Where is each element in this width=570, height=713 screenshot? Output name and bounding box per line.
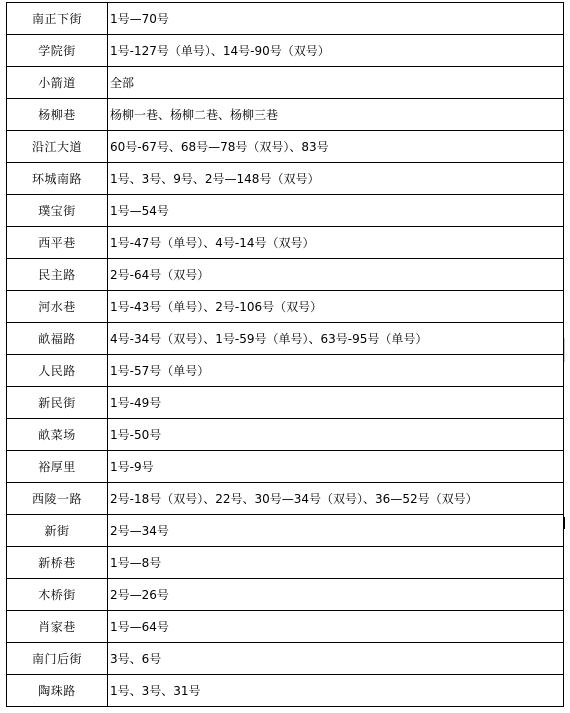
street-name-cell: 环城南路 [7, 163, 108, 195]
street-name-cell: 畝菜场 [7, 419, 108, 451]
house-number-range-cell: 2号-18号（双号）、22号、30号—34号（双号）、36—52号（双号） [108, 483, 564, 515]
table-row [7, 3, 564, 35]
house-number-range-cell: 3号、6号 [108, 643, 564, 675]
street-name-cell: 肖家巷 [7, 611, 108, 643]
street-name-cell: 杨柳巷 [7, 99, 108, 131]
house-number-range-cell: 1号、3号、31号 [108, 675, 564, 707]
table-row [7, 355, 564, 387]
table-row [7, 483, 564, 515]
house-number-range-cell: 1号—8号 [108, 547, 564, 579]
house-number-range-cell: 1号-50号 [108, 419, 564, 451]
table-body [7, 3, 564, 707]
street-name-cell: 木桥街 [7, 579, 108, 611]
house-number-range-cell: 1号-9号 [108, 451, 564, 483]
house-number-range-cell: 4号-34号（双号）、1号-59号（单号）、63号-95号（单号） [108, 323, 564, 355]
street-range-table [6, 2, 564, 707]
table-row [7, 643, 564, 675]
table-row [7, 675, 564, 707]
street-name-cell: 河水巷 [7, 291, 108, 323]
house-number-range-cell: 全部 [108, 67, 564, 99]
house-number-range-cell: 1号-57号（单号） [108, 355, 564, 387]
house-number-range-cell: 1号—70号 [108, 3, 564, 35]
street-name-cell: 西陵一路 [7, 483, 108, 515]
table-row [7, 195, 564, 227]
house-number-range-cell: 杨柳一巷、杨柳二巷、杨柳三巷 [108, 99, 564, 131]
street-name-cell: 畝福路 [7, 323, 108, 355]
table-row [7, 35, 564, 67]
table-row [7, 323, 564, 355]
house-number-range-cell: 2号—34号 [108, 515, 564, 547]
table-row [7, 99, 564, 131]
table-row [7, 67, 564, 99]
table-row [7, 131, 564, 163]
text-cursor [563, 517, 565, 529]
house-number-range-cell: 1号-43号（单号）、2号-106号（双号） [108, 291, 564, 323]
street-name-cell: 人民路 [7, 355, 108, 387]
table-row [7, 227, 564, 259]
street-name-cell: 裕厚里 [7, 451, 108, 483]
table-row [7, 451, 564, 483]
house-number-range-cell: 60号-67号、68号—78号（双号）、83号 [108, 131, 564, 163]
street-name-cell: 新桥巷 [7, 547, 108, 579]
house-number-range-cell: 1号—64号 [108, 611, 564, 643]
house-number-range-cell: 1号-49号 [108, 387, 564, 419]
street-name-cell: 璞宝街 [7, 195, 108, 227]
document-page [6, 2, 564, 707]
street-name-cell: 新街 [7, 515, 108, 547]
street-name-cell: 学院街 [7, 35, 108, 67]
house-number-range-cell: 1号—54号 [108, 195, 564, 227]
house-number-range-cell: 1号-47号（单号）、4号-14号（双号） [108, 227, 564, 259]
table-row [7, 419, 564, 451]
street-name-cell: 陶珠路 [7, 675, 108, 707]
street-name-cell: 南正下街 [7, 3, 108, 35]
street-name-cell: 沿江大道 [7, 131, 108, 163]
table-row [7, 611, 564, 643]
table-row [7, 163, 564, 195]
table-row [7, 387, 564, 419]
street-name-cell: 新民街 [7, 387, 108, 419]
house-number-range-cell: 2号—26号 [108, 579, 564, 611]
street-name-cell: 小箭道 [7, 67, 108, 99]
table-row [7, 579, 564, 611]
house-number-range-cell: 1号-127号（单号）、14号-90号（双号） [108, 35, 564, 67]
table-row [7, 547, 564, 579]
house-number-range-cell: 2号-64号（双号） [108, 259, 564, 291]
table-row [7, 515, 564, 547]
house-number-range-cell: 1号、3号、9号、2号—148号（双号） [108, 163, 564, 195]
table-row [7, 291, 564, 323]
table-row [7, 259, 564, 291]
street-name-cell: 西平巷 [7, 227, 108, 259]
page-edge-marker [564, 338, 569, 362]
street-name-cell: 民主路 [7, 259, 108, 291]
street-name-cell: 南门后街 [7, 643, 108, 675]
